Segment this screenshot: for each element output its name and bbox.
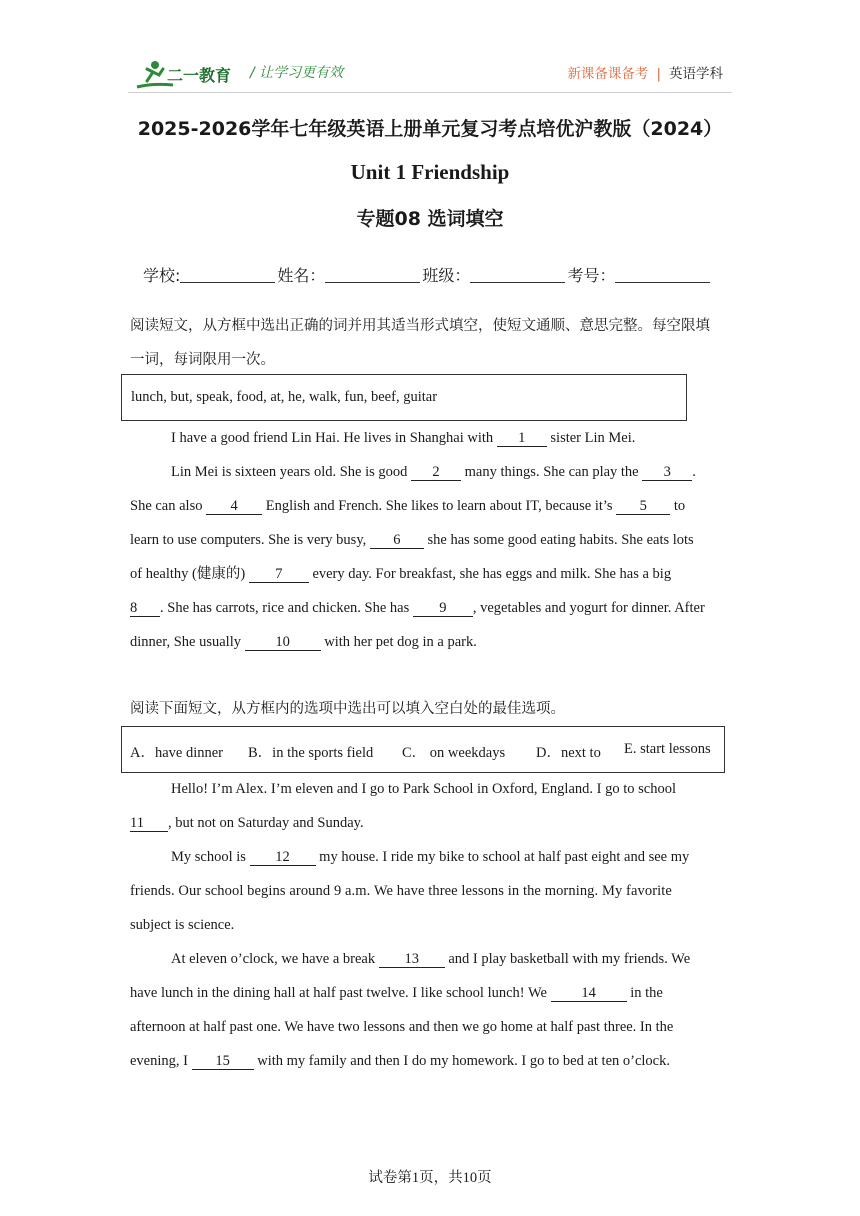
header-divider <box>128 92 732 93</box>
blank-1: 1 <box>497 431 547 447</box>
passage1-body: Lin Mei is sixteen years old. She is good 2 many things. She can play the 3 . She can also 4 English and French. She likes to learn about IT, because it’s 5 to learn to use computers. She is very busy, 6 she has some good eating habits. She eats lots of healthy (健康的) 7 every day. For breakfast, she has eggs and milk. She has a big 8 . She has carrots, rice and chicken. She has 9 , vegetables and yogurt for dinner. After dinner, She usually 10 with her pet dog in a park. <box>130 464 705 650</box>
word-box: lunch, but, speak, food, at, he, walk, fun, beef, guitar <box>121 374 687 421</box>
logo-text: 二一教育 <box>167 66 232 85</box>
student-info: 学校: 姓名： 班级： 考号： <box>143 263 712 286</box>
logo-icon <box>133 57 243 91</box>
school-blank <box>180 268 275 283</box>
section1-instruction: 阅读短文，从方框中选出正确的词并用其适当形式填空，使短文通顺、意思完整。每空限填 一词，每词限用一次。 <box>130 318 710 368</box>
blank-13: 13 <box>379 952 445 968</box>
blank-2: 2 <box>411 465 461 481</box>
page-title: 2025-2026学年七年级英语上册单元复习考点培优沪教版（2024） <box>137 118 723 140</box>
blank-11: 11 <box>130 816 168 832</box>
option-c: C． on weekdays <box>402 745 506 761</box>
option-e: E. start lessons <box>624 741 711 757</box>
number-blank <box>615 268 710 283</box>
blank-15: 15 <box>192 1054 254 1070</box>
page-header <box>0 0 860 100</box>
blank-5: 5 <box>616 499 670 515</box>
slogan: / 让学习更有效 <box>250 65 344 81</box>
passage1-line1: I have a good friend Lin Hai. He lives in Shanghai with 1 sister Lin Mei. <box>171 430 636 446</box>
blank-3: 3 <box>642 465 692 481</box>
blank-8: 8 <box>130 601 160 617</box>
option-d: D．next to <box>536 745 601 761</box>
blank-9: 9 <box>413 601 473 617</box>
unit-title: Unit 1 Friendship <box>350 160 510 184</box>
blank-4: 4 <box>206 499 262 515</box>
option-a: A．have dinner <box>130 745 224 761</box>
blank-6: 6 <box>370 533 424 549</box>
option-b: B．in the sports field <box>248 745 374 761</box>
header-subject: 新课备课备考 | 英语学科 <box>567 66 723 82</box>
blank-7: 7 <box>249 567 309 583</box>
blank-12: 12 <box>250 850 316 866</box>
page-footer: 试卷第1页，共10页 <box>368 1170 492 1186</box>
options-box <box>121 726 725 773</box>
topic-title: 专题08 选词填空 <box>356 208 504 230</box>
blank-14: 14 <box>551 986 627 1002</box>
blank-10: 10 <box>245 635 321 651</box>
name-blank <box>325 268 420 283</box>
passage2-body: Hello! I’m Alex. I’m eleven and I go to Park School in Oxford, England. I go to school 11 , but not on Saturday and Sunday. My school is 12 my house. I ride my bike to school at half past eight and see my friends. Our school begins around 9 a.m. We have three lessons in the morning. My favorite subject is science. At eleven o’clock, we have a break 13 and I play basketball with my friends. We have lunch in the dining hall at half past twelve. I like school lunch! We 14 in the afternoon at half past one. We have two lessons and then we go home at half past three. In the evening, I 15 with my family and then I do my homework. I go to bed at ten o’clock. <box>130 781 691 1069</box>
class-blank <box>470 268 565 283</box>
section2-instruction: 阅读下面短文，从方框内的选项中选出可以填入空白处的最佳选项。 <box>130 701 565 717</box>
